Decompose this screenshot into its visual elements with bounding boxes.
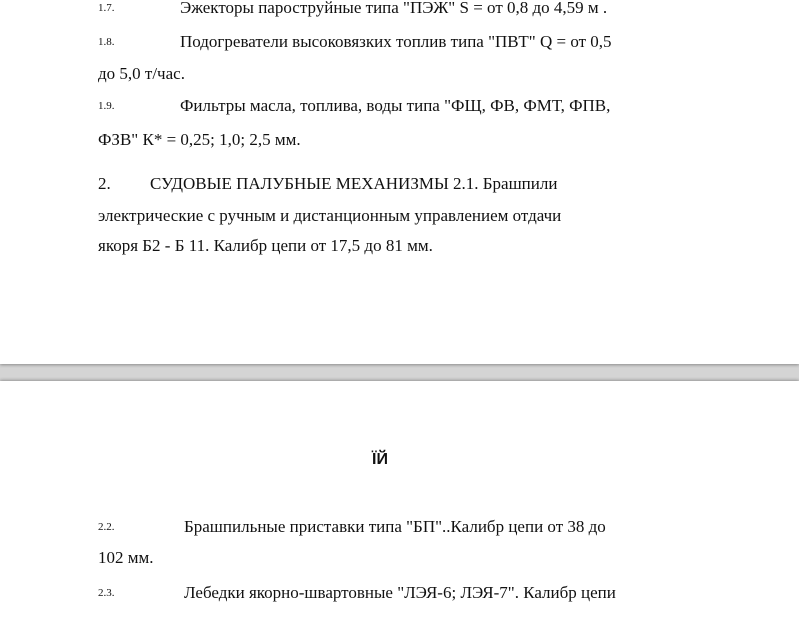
item-text: Эжекторы пароструйные типа "ПЭЖ" S = от 0,8 до 4,59 м . <box>180 0 608 17</box>
section-heading: СУДОВЫЕ ПАЛУБНЫЕ МЕХАНИЗМЫ 2.1. Брашпили <box>150 174 558 193</box>
item-number: 2.3. <box>98 587 115 599</box>
document-page-2 <box>0 381 799 621</box>
section-text: якоря Б2 - Б 11. Калибр цепи от 17,5 до 81 мм. <box>98 236 433 255</box>
item-text-continuation: до 5,0 т/час. <box>98 64 185 83</box>
item-text-continuation: 102 мм. <box>98 548 154 567</box>
item-text: Подогреватели высоковязких топлив типа "ПВТ" Q = от 0,5 <box>180 32 612 51</box>
item-text: Фильтры масла, топлива, воды типа "ФЩ, ФВ, ФМТ, ФПВ, <box>180 96 611 115</box>
item-text: Брашпильные приставки типа "БП"..Калибр цепи от 38 до <box>184 517 606 536</box>
page-header-mark: ЇЙ <box>372 451 388 468</box>
item-number: 2.2. <box>98 521 115 533</box>
section-text: электрические с ручным и дистанционным управлением отдачи <box>98 206 562 225</box>
item-text: Лебедки якорно-швартовные "ЛЭЯ-6; ЛЭЯ-7". Калибр цепи <box>184 583 616 602</box>
item-text-continuation: ФЗВ" К* = 0,25; 1,0; 2,5 мм. <box>98 130 301 149</box>
section-number: 2. <box>98 174 111 193</box>
item-number: 1.7. <box>98 2 115 14</box>
item-number: 1.8. <box>98 36 115 48</box>
item-number: 1.9. <box>98 100 115 112</box>
